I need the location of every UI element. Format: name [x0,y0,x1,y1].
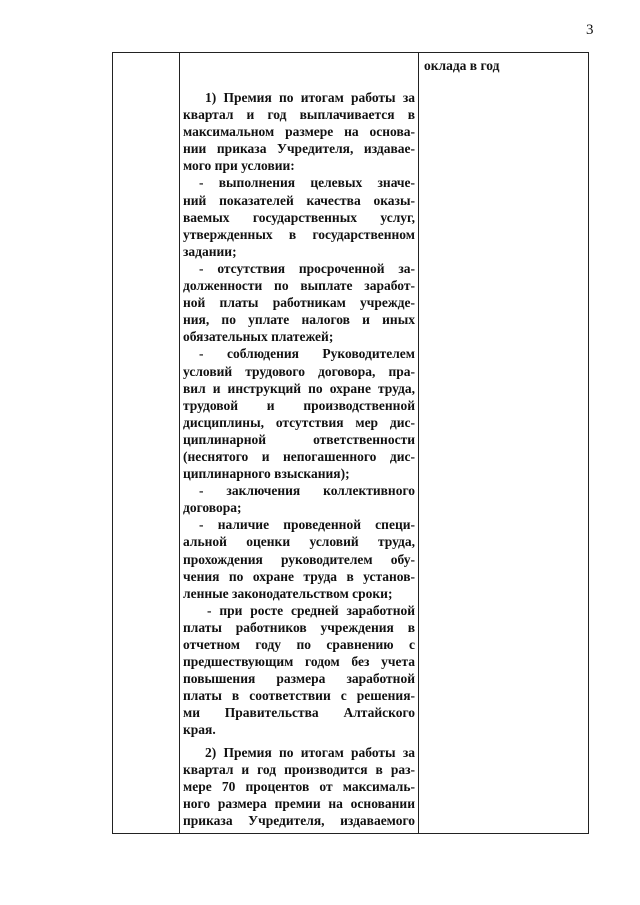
text-line: отчетном году по сравнению с [183,637,415,652]
text-line: - отсутствия просроченной за- [199,260,415,276]
text-line: трудовой и производственной [183,397,415,413]
text-line: ний показателей качества оказы- [183,192,415,208]
right-column-text: оклада в год [424,58,500,73]
text-line: прохождения руководителем обу- [183,551,415,567]
text-line: платы работников учреждения в [183,619,415,635]
text-line: - заключения коллективного [199,483,415,499]
text-line: квартал и год выплачивается в [183,107,415,123]
text-line: максимальном размере на основа- [183,124,415,140]
text-line: квартал и год производится в раз- [183,761,415,777]
text-line: задании; [183,243,237,259]
text-line: ного размера премии на основании [183,795,415,811]
text-line: утвержденных в государственном [183,226,415,242]
text-line: мого при условии: [183,158,295,174]
text-line: ленные законодательством сроки; [183,585,393,601]
text-line: предшествующим годом без учета [183,654,415,670]
page-number: 3 [586,22,594,38]
text-line: циплинарного взыскания); [183,466,350,482]
text-line: долженности по выплате заработ- [183,278,415,294]
text-line: альной оценки условий труда, [183,534,415,550]
text-line: края. [183,722,216,738]
text-line: условий трудового договора, пра- [183,363,415,379]
text-line: - при росте средней заработной [207,602,415,618]
text-line: ваемых государственных услуг, [183,209,415,225]
text-line: чения по охране труда в установ- [183,568,415,584]
table-column-divider-1 [179,53,180,833]
text-line: - наличие проведенной специ- [199,517,415,533]
text-line: ми Правительства Алтайского [183,705,415,721]
document-table [112,52,589,834]
text-line: (неснятого и непогашенного дис- [183,448,415,464]
text-line: платы в соответствии с решения- [183,688,415,704]
text-line: дисциплины, отсутствия мер дис- [183,414,415,430]
text-line: повышения размера заработной [183,671,415,687]
text-line: мере 70 процентов от максималь- [183,778,415,794]
text-line: ния, по уплате налогов и иных [183,312,415,328]
text-line: - соблюдения Руководителем [199,346,415,362]
text-line: циплинарной ответственности [183,431,415,447]
text-line: приказа Учредителя, издаваемого [183,812,415,828]
text-line: вил и инструкций по охране труда, [183,380,415,396]
text-line: 1) Премия по итогам работы за [205,90,415,105]
text-line: нии приказа Учредителя, издавае- [183,141,415,157]
text-line: - выполнения целевых значе- [199,175,415,191]
text-line: договора; [183,500,242,516]
text-line: 2) Премия по итогам работы за [205,744,415,760]
text-line: обязательных платежей; [183,329,334,345]
text-line: ной платы работникам учрежде- [183,295,415,311]
table-column-divider-2 [418,53,419,833]
conditions-text-cell [183,89,415,829]
